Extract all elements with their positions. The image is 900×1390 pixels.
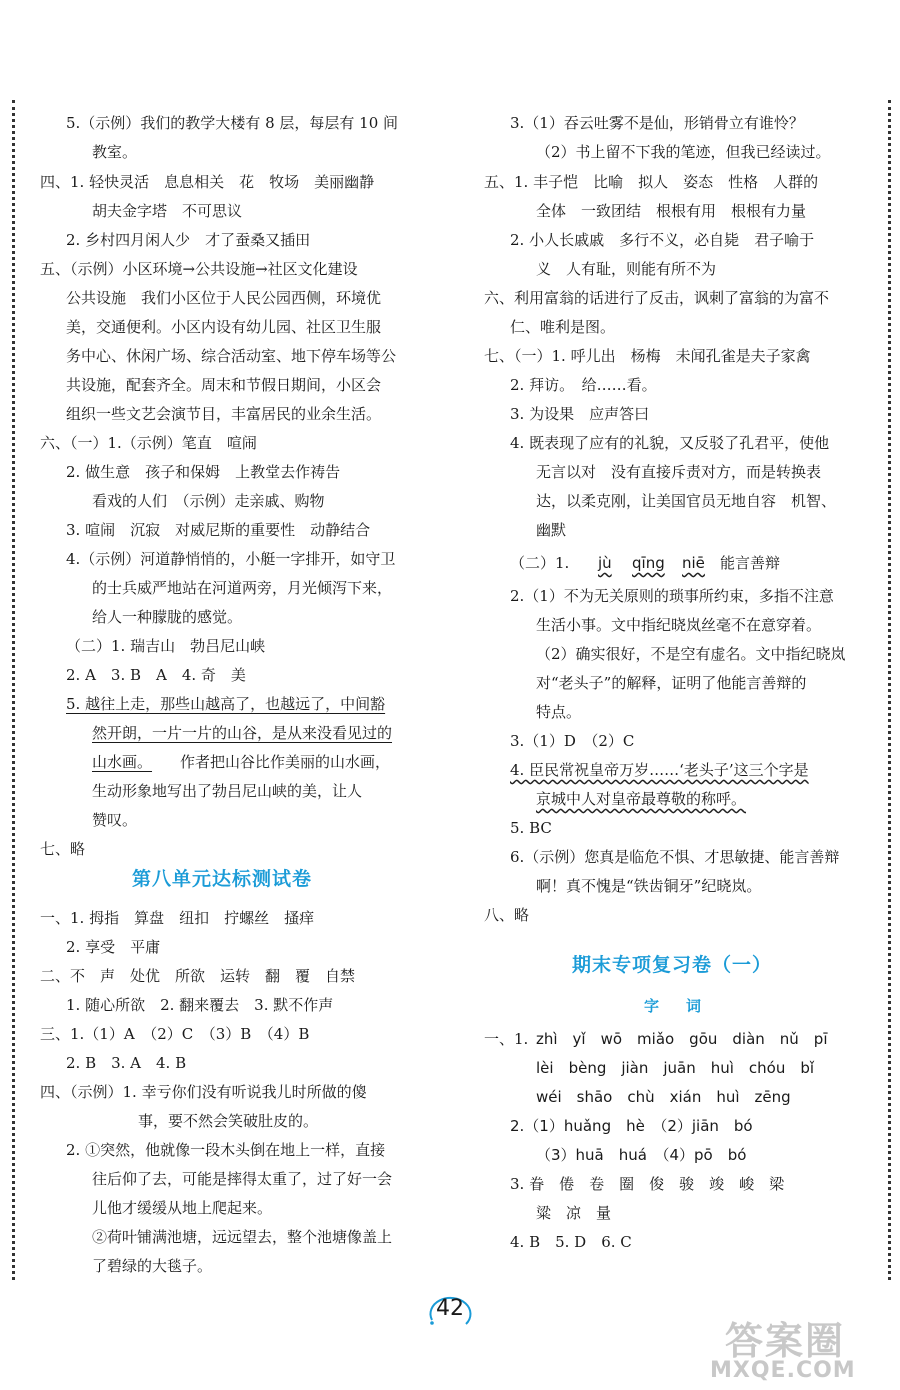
answer-line: （二）1. 瑞吉山 勃吕尼山峡 — [66, 637, 266, 655]
answer-line: 3. 喧闹 沉寂 对威尼斯的重要性 动静结合 — [66, 521, 371, 539]
right-dotted-border — [888, 100, 891, 1280]
watermark-text: 答案圈 — [725, 1319, 846, 1363]
answer-line: 二、不 声 处优 所欲 运转 翻 覆 自禁 — [40, 967, 356, 985]
answer-line: （2）书上留不下我的笔迹，但我已经读过。 — [536, 143, 831, 161]
section-title: 期末专项复习卷（一） — [572, 954, 773, 976]
watermark-url: MXQE.COM — [710, 1358, 856, 1383]
answer-line: 粱 凉 量 — [536, 1204, 612, 1222]
answer-line: 2.（1）不为无关原则的琐事所约束，多指不注意 — [510, 587, 834, 605]
left-dotted-border — [12, 100, 15, 1280]
watermark-logo — [700, 1310, 900, 1390]
answer-line: 山水画。 — [92, 753, 153, 771]
answer-line: 务中心、休闲广场、综合活动室、地下停车场等公 — [66, 347, 397, 365]
answer-line: 2. 小人长戚戚 多行不义，必自毙 君子喻于 — [510, 231, 815, 249]
answer-line: 京城中人对皇帝最尊敬的称呼。 — [536, 790, 747, 808]
pinyin-line: 2.（1）huǎng hè （2）jiān bó — [510, 1117, 753, 1135]
pinyin-line: （3）huā huá （4）pō bó — [536, 1146, 747, 1164]
page-number: 42 — [436, 1296, 464, 1321]
pinyin-line: zhì yǐ wō miǎo gōu diàn nǔ pī — [536, 1030, 828, 1048]
answer-line: 3. 眷 倦 卷 圈 俊 骏 竣 峻 梁 — [510, 1175, 785, 1193]
answer-line: 生动形象地写出了勃吕尼山峡的美，让人 — [92, 782, 363, 800]
pinyin-line: wéi shāo chù xián huì zēng — [536, 1088, 791, 1106]
answer-line: 六、利用富翁的话进行了反击，讽刺了富翁的为富不 — [484, 289, 830, 307]
answer-line: 2. 做生意 孩子和保姆 上教堂去作祷告 — [66, 463, 341, 481]
answer-line: 看戏的人们 （示例）走亲戚、购物 — [92, 492, 325, 510]
answer-line: 5. 越往上走，那些山越高了，也越远了，中间豁 — [66, 695, 386, 713]
answer-line: 四、（示例）1. 幸亏你们没有听说我儿时所做的傻 — [40, 1083, 367, 1101]
answer-line: 2. A 3. B A 4. 奇 美 — [66, 666, 246, 684]
answer-line: 4. 既表现了应有的礼貌，又反驳了孔君平，使他 — [510, 434, 830, 452]
answer-line: 5.（示例）我们的教学大楼有 8 层，每层有 10 间 — [66, 114, 399, 132]
answer-line: 的士兵威严地站在河道两旁，月光倾泻下来， — [92, 579, 393, 597]
answer-line: 2. 乡村四月闲人少 才了蚕桑又插田 — [66, 231, 311, 249]
answer-line: 了碧绿的大毯子。 — [92, 1257, 213, 1275]
answer-line: 胡夫金字塔 不可思议 — [92, 202, 243, 220]
answer-line: 幽默 — [536, 521, 567, 539]
answer-line: 2. ①突然，他就像一段木头倒在地上一样，直接 — [66, 1141, 386, 1159]
answer-line: 3.（1）吞云吐雾不是仙，形销骨立有谁怜？ — [510, 114, 804, 132]
answer-line: 4. 臣民常祝皇帝万岁……‘老头子’这三个字是 — [510, 761, 809, 779]
pinyin-answer: niē — [682, 554, 705, 572]
pinyin-line: lèi bèng jiàn juān huì chóu bǐ — [536, 1059, 815, 1077]
answer-line: 3.（1）D （2）C — [510, 732, 635, 750]
answer-line: 对“老头子”的解释，证明了他能言善辩的 — [536, 674, 807, 692]
answer-line: 共设施，配套齐全。周末和节假日期间，小区会 — [66, 376, 382, 394]
answer-line: 生活小事。文中指纪晓岚丝毫不在意穿着。 — [536, 616, 822, 634]
answer-line: 5. BC — [510, 819, 552, 837]
answer-line: 能言善辩 — [720, 554, 781, 572]
section-subtitle: 字 词 — [644, 997, 708, 1015]
answer-line: 教室。 — [92, 143, 138, 161]
answer-line: 五、（示例）小区环境→公共设施→社区文化建设 — [40, 260, 358, 278]
pinyin-answer: qīng — [632, 554, 665, 572]
answer-line: 啊！真不愧是“铁齿铜牙”纪晓岚。 — [536, 877, 762, 895]
answer-line: 事，要不然会笑破肚皮的。 — [138, 1112, 319, 1130]
answer-line: 五、1. 丰子恺 比喻 拟人 姿态 性格 人群的 — [484, 173, 819, 191]
answer-line: 达，以柔克刚，让美国官员无地自容 机智、 — [536, 492, 837, 510]
answer-line: 4.（示例）河道静悄悄的，小艇一字排开，如守卫 — [66, 550, 396, 568]
answer-line: 3. 为设果 应声答曰 — [510, 405, 650, 423]
answer-line: 儿他才缓缓从地上爬起来。 — [92, 1199, 273, 1217]
answer-line: 2. B 3. A 4. B — [66, 1054, 187, 1072]
answer-line: 三、1.（1）A （2）C （3）B （4）B — [40, 1025, 310, 1043]
answer-line: 公共设施 我们小区位于人民公园西侧，环境优 — [66, 289, 382, 307]
answer-line: 作者把山谷比作美丽的山水画， — [180, 753, 391, 771]
answer-line: 1. 随心所欲 2. 翻来覆去 3. 默不作声 — [66, 996, 334, 1014]
answer-line: 全体 一致团结 根根有用 根根有力量 — [536, 202, 807, 220]
answer-line: 4. B 5. D 6. C — [510, 1233, 632, 1251]
answer-line: 2. 拜访。 给……看。 — [510, 376, 657, 394]
answer-line: 6.（示例）您真是临危不惧、才思敏捷、能言善辩 — [510, 848, 840, 866]
answer-line: 往后仰了去，可能是摔得太重了，过了好一会 — [92, 1170, 393, 1188]
answer-line: 七、略 — [40, 840, 86, 858]
answer-line: 七、（一）1. 呼儿出 杨梅 未闻孔雀是夫子家禽 — [484, 347, 811, 365]
answer-line: 2. 享受 平庸 — [66, 938, 161, 956]
answer-line: 一、1. 拇指 算盘 纽扣 拧螺丝 搔痒 — [40, 909, 315, 927]
answer-line: 然开朗，一片一片的山谷，是从来没看见过的 — [92, 724, 393, 742]
answer-line: 四、1. 轻快灵活 息息相关 花 牧场 美丽幽静 — [40, 173, 375, 191]
answer-line: （2）确实很好，不是空有虚名。文中指纪晓岚 — [536, 645, 846, 663]
answer-line: 组织一些文艺会演节目，丰富居民的业余生活。 — [66, 405, 382, 423]
answer-line: 特点。 — [536, 703, 582, 721]
answer-line: 赞叹。 — [92, 811, 138, 829]
answer-line: 仁、唯利是图。 — [510, 318, 616, 336]
answer-line: 无言以对 没有直接斥责对方，而是转换表 — [536, 463, 822, 481]
answer-line: 美，交通便利。小区内设有幼儿园、社区卫生服 — [66, 318, 382, 336]
section-title: 第八单元达标测试卷 — [132, 868, 313, 890]
answer-line: ②荷叶铺满池塘，远远望去，整个池塘像盖上 — [92, 1228, 393, 1246]
pinyin-answer: jù — [598, 554, 612, 572]
page-number-badge — [426, 1290, 474, 1330]
answer-line: 八、略 — [484, 906, 530, 924]
answer-line: 义 人有耻，则能有所不为 — [536, 260, 717, 278]
answer-line: 给人一种朦胧的感觉。 — [92, 608, 243, 626]
answer-line: （二）1. — [510, 554, 570, 572]
answer-line: 一、1. — [484, 1030, 529, 1048]
answer-line: 六、（一）1.（示例）笔直 喧闹 — [40, 434, 257, 452]
